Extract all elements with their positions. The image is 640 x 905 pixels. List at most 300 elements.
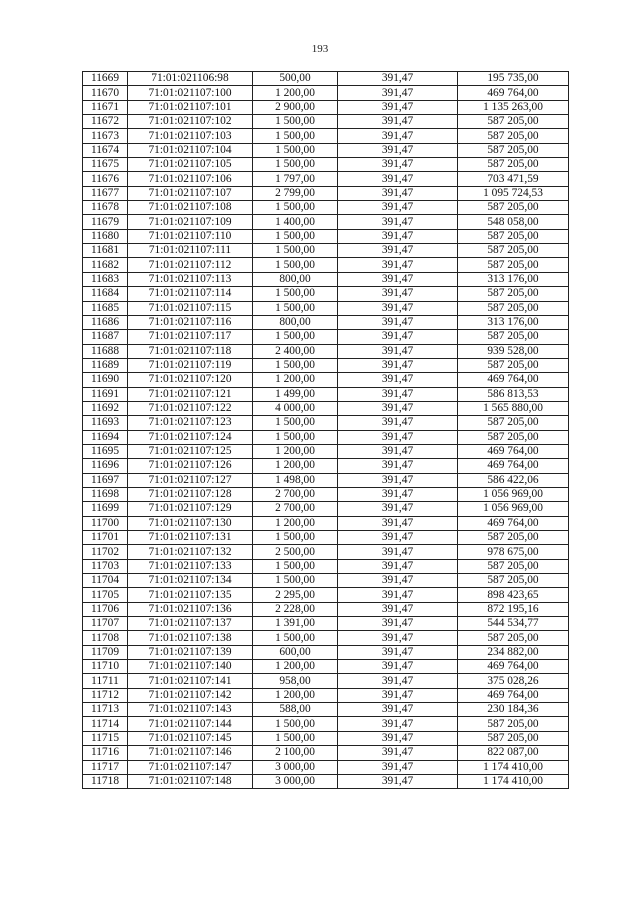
cadastral-number-cell: 71:01:021107:143 (128, 703, 253, 717)
parcel-table-body (83, 72, 569, 789)
value-cell: 469 764,00 (458, 688, 569, 702)
row-number-cell: 11691 (83, 387, 128, 401)
row-number-cell: 11687 (83, 330, 128, 344)
table-row (83, 229, 569, 243)
table-row (83, 516, 569, 530)
cadastral-number-cell: 71:01:021107:116 (128, 315, 253, 329)
cadastral-number-cell: 71:01:021107:142 (128, 688, 253, 702)
area-cell: 1 797,00 (253, 172, 338, 186)
rate-cell: 391,47 (338, 617, 458, 631)
table-row (83, 717, 569, 731)
table-row (83, 731, 569, 745)
cadastral-number-cell: 71:01:021107:140 (128, 660, 253, 674)
value-cell: 822 087,00 (458, 746, 569, 760)
row-number-cell: 11676 (83, 172, 128, 186)
table-row (83, 545, 569, 559)
row-number-cell: 11677 (83, 186, 128, 200)
value-cell: 1 565 880,00 (458, 401, 569, 415)
value-cell: 1 056 969,00 (458, 502, 569, 516)
rate-cell: 391,47 (338, 229, 458, 243)
cadastral-number-cell: 71:01:021107:130 (128, 516, 253, 530)
area-cell: 800,00 (253, 272, 338, 286)
rate-cell: 391,47 (338, 272, 458, 286)
value-cell: 469 764,00 (458, 86, 569, 100)
parcel-table (82, 71, 569, 789)
row-number-cell: 11705 (83, 588, 128, 602)
rate-cell: 391,47 (338, 344, 458, 358)
cadastral-number-cell: 71:01:021107:138 (128, 631, 253, 645)
value-cell: 586 813,53 (458, 387, 569, 401)
area-cell: 2 799,00 (253, 186, 338, 200)
value-cell: 587 205,00 (458, 574, 569, 588)
row-number-cell: 11678 (83, 201, 128, 215)
value-cell: 375 028,26 (458, 674, 569, 688)
table-row (83, 186, 569, 200)
value-cell: 469 764,00 (458, 459, 569, 473)
cadastral-number-cell: 71:01:021107:134 (128, 574, 253, 588)
rate-cell: 391,47 (338, 143, 458, 157)
cadastral-number-cell: 71:01:021107:135 (128, 588, 253, 602)
row-number-cell: 11693 (83, 416, 128, 430)
row-number-cell: 11711 (83, 674, 128, 688)
table-row (83, 774, 569, 788)
table-row (83, 459, 569, 473)
row-number-cell: 11702 (83, 545, 128, 559)
table-row (83, 344, 569, 358)
row-number-cell: 11717 (83, 760, 128, 774)
area-cell: 1 500,00 (253, 559, 338, 573)
row-number-cell: 11688 (83, 344, 128, 358)
cadastral-number-cell: 71:01:021107:118 (128, 344, 253, 358)
area-cell: 1 200,00 (253, 660, 338, 674)
table-row (83, 588, 569, 602)
area-cell: 2 500,00 (253, 545, 338, 559)
table-row (83, 201, 569, 215)
cadastral-number-cell: 71:01:021107:121 (128, 387, 253, 401)
table-row (83, 215, 569, 229)
rate-cell: 391,47 (338, 401, 458, 415)
area-cell: 1 500,00 (253, 731, 338, 745)
row-number-cell: 11674 (83, 143, 128, 157)
row-number-cell: 11685 (83, 301, 128, 315)
rate-cell: 391,47 (338, 387, 458, 401)
value-cell: 586 422,06 (458, 473, 569, 487)
value-cell: 587 205,00 (458, 258, 569, 272)
area-cell: 2 100,00 (253, 746, 338, 760)
area-cell: 1 500,00 (253, 430, 338, 444)
rate-cell: 391,47 (338, 444, 458, 458)
row-number-cell: 11679 (83, 215, 128, 229)
table-row (83, 617, 569, 631)
row-number-cell: 11713 (83, 703, 128, 717)
cadastral-number-cell: 71:01:021107:145 (128, 731, 253, 745)
cadastral-number-cell: 71:01:021107:119 (128, 358, 253, 372)
rate-cell: 391,47 (338, 158, 458, 172)
cadastral-number-cell: 71:01:021107:112 (128, 258, 253, 272)
area-cell: 1 200,00 (253, 516, 338, 530)
value-cell: 587 205,00 (458, 416, 569, 430)
value-cell: 1 174 410,00 (458, 760, 569, 774)
rate-cell: 391,47 (338, 86, 458, 100)
rate-cell: 391,47 (338, 487, 458, 501)
table-row (83, 473, 569, 487)
cadastral-number-cell: 71:01:021107:107 (128, 186, 253, 200)
cadastral-number-cell: 71:01:021107:139 (128, 645, 253, 659)
cadastral-number-cell: 71:01:021107:131 (128, 531, 253, 545)
area-cell: 2 700,00 (253, 487, 338, 501)
rate-cell: 391,47 (338, 258, 458, 272)
rate-cell: 391,47 (338, 287, 458, 301)
value-cell: 544 534,77 (458, 617, 569, 631)
row-number-cell: 11703 (83, 559, 128, 573)
rate-cell: 391,47 (338, 473, 458, 487)
rate-cell: 391,47 (338, 631, 458, 645)
table-row (83, 387, 569, 401)
row-number-cell: 11681 (83, 244, 128, 258)
row-number-cell: 11669 (83, 72, 128, 86)
area-cell: 1 500,00 (253, 158, 338, 172)
rate-cell: 391,47 (338, 502, 458, 516)
value-cell: 587 205,00 (458, 731, 569, 745)
row-number-cell: 11689 (83, 358, 128, 372)
area-cell: 2 400,00 (253, 344, 338, 358)
row-number-cell: 11680 (83, 229, 128, 243)
rate-cell: 391,47 (338, 72, 458, 86)
rate-cell: 391,47 (338, 301, 458, 315)
row-number-cell: 11706 (83, 602, 128, 616)
value-cell: 587 205,00 (458, 158, 569, 172)
table-row (83, 487, 569, 501)
value-cell: 313 176,00 (458, 315, 569, 329)
row-number-cell: 11682 (83, 258, 128, 272)
rate-cell: 391,47 (338, 688, 458, 702)
cadastral-number-cell: 71:01:021107:133 (128, 559, 253, 573)
value-cell: 1 135 263,00 (458, 100, 569, 114)
row-number-cell: 11672 (83, 115, 128, 129)
table-row (83, 358, 569, 372)
cadastral-number-cell: 71:01:021107:125 (128, 444, 253, 458)
table-row (83, 315, 569, 329)
area-cell: 1 200,00 (253, 459, 338, 473)
value-cell: 587 205,00 (458, 717, 569, 731)
cadastral-number-cell: 71:01:021107:113 (128, 272, 253, 286)
row-number-cell: 11683 (83, 272, 128, 286)
table-row (83, 688, 569, 702)
row-number-cell: 11696 (83, 459, 128, 473)
value-cell: 313 176,00 (458, 272, 569, 286)
row-number-cell: 11694 (83, 430, 128, 444)
value-cell: 587 205,00 (458, 330, 569, 344)
rate-cell: 391,47 (338, 574, 458, 588)
row-number-cell: 11695 (83, 444, 128, 458)
area-cell: 1 500,00 (253, 143, 338, 157)
table-row (83, 129, 569, 143)
value-cell: 587 205,00 (458, 115, 569, 129)
rate-cell: 391,47 (338, 115, 458, 129)
row-number-cell: 11675 (83, 158, 128, 172)
cadastral-number-cell: 71:01:021107:146 (128, 746, 253, 760)
cadastral-number-cell: 71:01:021107:123 (128, 416, 253, 430)
row-number-cell: 11708 (83, 631, 128, 645)
value-cell: 469 764,00 (458, 660, 569, 674)
cadastral-number-cell: 71:01:021107:126 (128, 459, 253, 473)
value-cell: 548 058,00 (458, 215, 569, 229)
cadastral-number-cell: 71:01:021107:117 (128, 330, 253, 344)
area-cell: 1 500,00 (253, 717, 338, 731)
value-cell: 469 764,00 (458, 444, 569, 458)
rate-cell: 391,47 (338, 186, 458, 200)
rate-cell: 391,47 (338, 545, 458, 559)
rate-cell: 391,47 (338, 358, 458, 372)
area-cell: 1 500,00 (253, 416, 338, 430)
value-cell: 587 205,00 (458, 229, 569, 243)
value-cell: 1 056 969,00 (458, 487, 569, 501)
area-cell: 1 500,00 (253, 229, 338, 243)
rate-cell: 391,47 (338, 674, 458, 688)
rate-cell: 391,47 (338, 746, 458, 760)
area-cell: 2 900,00 (253, 100, 338, 114)
row-number-cell: 11690 (83, 373, 128, 387)
value-cell: 587 205,00 (458, 287, 569, 301)
table-row (83, 559, 569, 573)
cadastral-number-cell: 71:01:021107:124 (128, 430, 253, 444)
value-cell: 898 423,65 (458, 588, 569, 602)
row-number-cell: 11704 (83, 574, 128, 588)
rate-cell: 391,47 (338, 703, 458, 717)
table-row (83, 703, 569, 717)
rate-cell: 391,47 (338, 760, 458, 774)
cadastral-number-cell: 71:01:021107:115 (128, 301, 253, 315)
cadastral-number-cell: 71:01:021107:137 (128, 617, 253, 631)
cadastral-number-cell: 71:01:021107:114 (128, 287, 253, 301)
rate-cell: 391,47 (338, 645, 458, 659)
area-cell: 1 500,00 (253, 287, 338, 301)
area-cell: 2 295,00 (253, 588, 338, 602)
rate-cell: 391,47 (338, 330, 458, 344)
table-row (83, 72, 569, 86)
value-cell: 978 675,00 (458, 545, 569, 559)
area-cell: 2 700,00 (253, 502, 338, 516)
table-row (83, 301, 569, 315)
row-number-cell: 11686 (83, 315, 128, 329)
row-number-cell: 11671 (83, 100, 128, 114)
value-cell: 587 205,00 (458, 301, 569, 315)
row-number-cell: 11715 (83, 731, 128, 745)
value-cell: 469 764,00 (458, 516, 569, 530)
table-row (83, 416, 569, 430)
area-cell: 1 500,00 (253, 330, 338, 344)
rate-cell: 391,47 (338, 373, 458, 387)
value-cell: 703 471,59 (458, 172, 569, 186)
area-cell: 1 200,00 (253, 86, 338, 100)
rate-cell: 391,47 (338, 774, 458, 788)
cadastral-number-cell: 71:01:021107:127 (128, 473, 253, 487)
area-cell: 958,00 (253, 674, 338, 688)
cadastral-number-cell: 71:01:021107:106 (128, 172, 253, 186)
rate-cell: 391,47 (338, 215, 458, 229)
table-row (83, 287, 569, 301)
area-cell: 1 200,00 (253, 688, 338, 702)
area-cell: 800,00 (253, 315, 338, 329)
table-row (83, 272, 569, 286)
value-cell: 587 205,00 (458, 244, 569, 258)
cadastral-number-cell: 71:01:021107:103 (128, 129, 253, 143)
area-cell: 1 500,00 (253, 531, 338, 545)
value-cell: 872 195,16 (458, 602, 569, 616)
cadastral-number-cell: 71:01:021106:98 (128, 72, 253, 86)
cadastral-number-cell: 71:01:021107:101 (128, 100, 253, 114)
table-row (83, 444, 569, 458)
value-cell: 587 205,00 (458, 358, 569, 372)
rate-cell: 391,47 (338, 459, 458, 473)
rate-cell: 391,47 (338, 244, 458, 258)
value-cell: 1 095 724,53 (458, 186, 569, 200)
row-number-cell: 11673 (83, 129, 128, 143)
value-cell: 939 528,00 (458, 344, 569, 358)
area-cell: 1 200,00 (253, 373, 338, 387)
row-number-cell: 11712 (83, 688, 128, 702)
row-number-cell: 11707 (83, 617, 128, 631)
cadastral-number-cell: 71:01:021107:109 (128, 215, 253, 229)
row-number-cell: 11697 (83, 473, 128, 487)
table-row (83, 631, 569, 645)
area-cell: 1 391,00 (253, 617, 338, 631)
area-cell: 1 500,00 (253, 244, 338, 258)
row-number-cell: 11701 (83, 531, 128, 545)
rate-cell: 391,47 (338, 531, 458, 545)
table-row (83, 401, 569, 415)
table-row (83, 645, 569, 659)
value-cell: 469 764,00 (458, 373, 569, 387)
rate-cell: 391,47 (338, 129, 458, 143)
row-number-cell: 11670 (83, 86, 128, 100)
row-number-cell: 11698 (83, 487, 128, 501)
table-row (83, 115, 569, 129)
row-number-cell: 11699 (83, 502, 128, 516)
row-number-cell: 11718 (83, 774, 128, 788)
cadastral-number-cell: 71:01:021107:129 (128, 502, 253, 516)
value-cell: 587 205,00 (458, 129, 569, 143)
rate-cell: 391,47 (338, 731, 458, 745)
rate-cell: 391,47 (338, 660, 458, 674)
area-cell: 4 000,00 (253, 401, 338, 415)
page-number: 193 (311, 43, 329, 55)
rate-cell: 391,47 (338, 559, 458, 573)
row-number-cell: 11684 (83, 287, 128, 301)
rate-cell: 391,47 (338, 602, 458, 616)
area-cell: 1 500,00 (253, 301, 338, 315)
value-cell: 587 205,00 (458, 430, 569, 444)
cadastral-number-cell: 71:01:021107:128 (128, 487, 253, 501)
cadastral-number-cell: 71:01:021107:108 (128, 201, 253, 215)
area-cell: 1 500,00 (253, 358, 338, 372)
value-cell: 587 205,00 (458, 201, 569, 215)
area-cell: 1 500,00 (253, 129, 338, 143)
row-number-cell: 11714 (83, 717, 128, 731)
table-row (83, 502, 569, 516)
rate-cell: 391,47 (338, 430, 458, 444)
rate-cell: 391,47 (338, 100, 458, 114)
area-cell: 500,00 (253, 72, 338, 86)
rate-cell: 391,47 (338, 717, 458, 731)
value-cell: 230 184,36 (458, 703, 569, 717)
table-row (83, 143, 569, 157)
table-row (83, 674, 569, 688)
cadastral-number-cell: 71:01:021107:111 (128, 244, 253, 258)
cadastral-number-cell: 71:01:021107:102 (128, 115, 253, 129)
table-row (83, 244, 569, 258)
area-cell: 1 400,00 (253, 215, 338, 229)
table-row (83, 86, 569, 100)
area-cell: 2 228,00 (253, 602, 338, 616)
area-cell: 1 500,00 (253, 631, 338, 645)
cadastral-number-cell: 71:01:021107:120 (128, 373, 253, 387)
area-cell: 600,00 (253, 645, 338, 659)
value-cell: 587 205,00 (458, 559, 569, 573)
table-row (83, 602, 569, 616)
table-row (83, 330, 569, 344)
cadastral-number-cell: 71:01:021107:105 (128, 158, 253, 172)
row-number-cell: 11710 (83, 660, 128, 674)
table-row (83, 258, 569, 272)
row-number-cell: 11716 (83, 746, 128, 760)
cadastral-number-cell: 71:01:021107:104 (128, 143, 253, 157)
table-row (83, 660, 569, 674)
rate-cell: 391,47 (338, 416, 458, 430)
area-cell: 1 499,00 (253, 387, 338, 401)
row-number-cell: 11692 (83, 401, 128, 415)
value-cell: 234 882,00 (458, 645, 569, 659)
table-row (83, 531, 569, 545)
area-cell: 1 500,00 (253, 258, 338, 272)
table-row (83, 158, 569, 172)
value-cell: 587 205,00 (458, 531, 569, 545)
value-cell: 587 205,00 (458, 143, 569, 157)
area-cell: 1 500,00 (253, 201, 338, 215)
area-cell: 3 000,00 (253, 774, 338, 788)
cadastral-number-cell: 71:01:021107:100 (128, 86, 253, 100)
cadastral-number-cell: 71:01:021107:144 (128, 717, 253, 731)
rate-cell: 391,47 (338, 201, 458, 215)
value-cell: 587 205,00 (458, 631, 569, 645)
cadastral-number-cell: 71:01:021107:122 (128, 401, 253, 415)
cadastral-number-cell: 71:01:021107:132 (128, 545, 253, 559)
cadastral-number-cell: 71:01:021107:141 (128, 674, 253, 688)
cadastral-number-cell: 71:01:021107:147 (128, 760, 253, 774)
table-row (83, 574, 569, 588)
cadastral-number-cell: 71:01:021107:148 (128, 774, 253, 788)
area-cell: 1 498,00 (253, 473, 338, 487)
table-row (83, 746, 569, 760)
row-number-cell: 11709 (83, 645, 128, 659)
table-row (83, 760, 569, 774)
area-cell: 588,00 (253, 703, 338, 717)
area-cell: 1 200,00 (253, 444, 338, 458)
rate-cell: 391,47 (338, 516, 458, 530)
cadastral-number-cell: 71:01:021107:110 (128, 229, 253, 243)
value-cell: 195 735,00 (458, 72, 569, 86)
area-cell: 1 500,00 (253, 574, 338, 588)
table-row (83, 373, 569, 387)
rate-cell: 391,47 (338, 172, 458, 186)
rate-cell: 391,47 (338, 315, 458, 329)
cadastral-number-cell: 71:01:021107:136 (128, 602, 253, 616)
area-cell: 1 500,00 (253, 115, 338, 129)
table-row (83, 100, 569, 114)
value-cell: 1 174 410,00 (458, 774, 569, 788)
row-number-cell: 11700 (83, 516, 128, 530)
table-row (83, 430, 569, 444)
